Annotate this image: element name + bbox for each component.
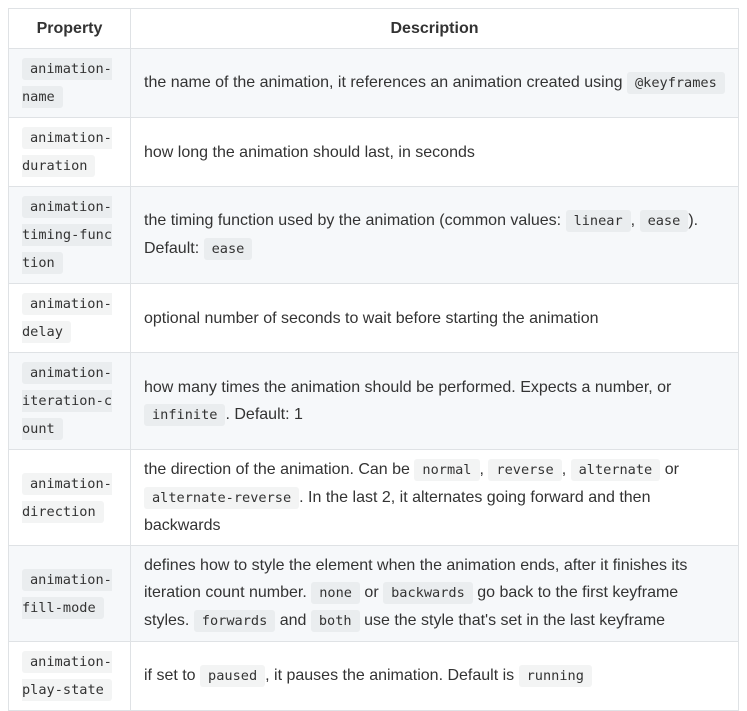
property-code: animation-delay: [22, 293, 112, 343]
description-text: the direction of the animation. Can be: [144, 461, 415, 478]
inline-code: running: [519, 665, 592, 687]
inline-code: forwards: [194, 610, 275, 632]
table-row: [9, 118, 739, 187]
property-code: animation-duration: [22, 127, 112, 177]
description-text: ,: [630, 212, 640, 229]
description-text: , it pauses the animation. Default is: [265, 667, 519, 684]
property-cell: [9, 118, 131, 187]
description-text: or: [660, 461, 679, 478]
description-text: or: [359, 584, 384, 601]
property-cell: [9, 49, 131, 118]
inline-code: both: [311, 610, 360, 632]
inline-code: reverse: [488, 459, 561, 481]
description-cell: [131, 546, 739, 642]
description-text: use the style that's set in the last keyframe: [359, 612, 666, 629]
description-text: ,: [561, 461, 571, 478]
property-cell: [9, 546, 131, 642]
property-cell: [9, 353, 131, 450]
description-cell: [131, 642, 739, 711]
description-text: the timing function used by the animation (common values:: [144, 212, 566, 229]
description-text: optional number of seconds to wait before starting the animation: [144, 309, 599, 327]
description-text: ). Default:: [144, 212, 699, 257]
property-code: animation-direction: [22, 473, 112, 523]
inline-code: ease: [204, 238, 253, 260]
table-row: [9, 546, 739, 642]
property-cell: [9, 187, 131, 284]
description-text: go back to the first keyframe styles.: [144, 584, 679, 629]
inline-code: alternate-reverse: [144, 487, 299, 509]
inline-code: paused: [200, 665, 265, 687]
inline-code: linear: [566, 210, 631, 232]
property-code: animation-iteration-count: [22, 362, 112, 440]
table-row: [9, 187, 739, 284]
inline-code: backwards: [383, 582, 473, 604]
inline-code: infinite: [144, 404, 225, 426]
inline-code: none: [311, 582, 360, 604]
table-row: [9, 353, 739, 450]
description-text: if set to: [144, 667, 201, 684]
property-code: animation-fill-mode: [22, 569, 112, 619]
property-cell: [9, 642, 131, 711]
description-cell: [131, 118, 739, 187]
description-cell: [131, 187, 739, 284]
property-code: animation-timing-function: [22, 196, 112, 274]
inline-code: normal: [414, 459, 479, 481]
description-text: . Default: 1: [225, 405, 303, 423]
description-text: ,: [479, 461, 489, 478]
inline-code: alternate: [571, 459, 661, 481]
table-row: [9, 49, 739, 118]
description-cell: [131, 284, 739, 353]
property-cell: [9, 284, 131, 353]
description-cell: [131, 353, 739, 450]
table-row: [9, 284, 739, 353]
description-text: the name of the animation, it references an animation created using: [144, 74, 627, 91]
table-header-row: [9, 9, 739, 49]
description-cell: [131, 49, 739, 118]
property-code: animation-play-state: [22, 651, 112, 701]
property-cell: [9, 450, 131, 546]
inline-code: ease: [640, 210, 689, 232]
description-text: defines how to style the element when the animation ends, after it finishes its iteration count number.: [144, 557, 688, 601]
description-cell: [131, 450, 739, 546]
table-row: [9, 450, 739, 546]
description-column-header: Description: [131, 9, 739, 49]
inline-code: @keyframes: [627, 72, 725, 94]
description-text: and: [275, 612, 311, 629]
description-text: . In the last 2, it alternates going forward and then backwards: [144, 489, 651, 534]
properties-table: [8, 8, 739, 711]
table-row: [9, 642, 739, 711]
property-column-header: Property: [9, 9, 131, 49]
description-text: how many times the animation should be performed. Expects a number, or: [144, 378, 672, 396]
description-text: how long the animation should last, in seconds: [144, 143, 475, 161]
property-code: animation-name: [22, 58, 112, 108]
